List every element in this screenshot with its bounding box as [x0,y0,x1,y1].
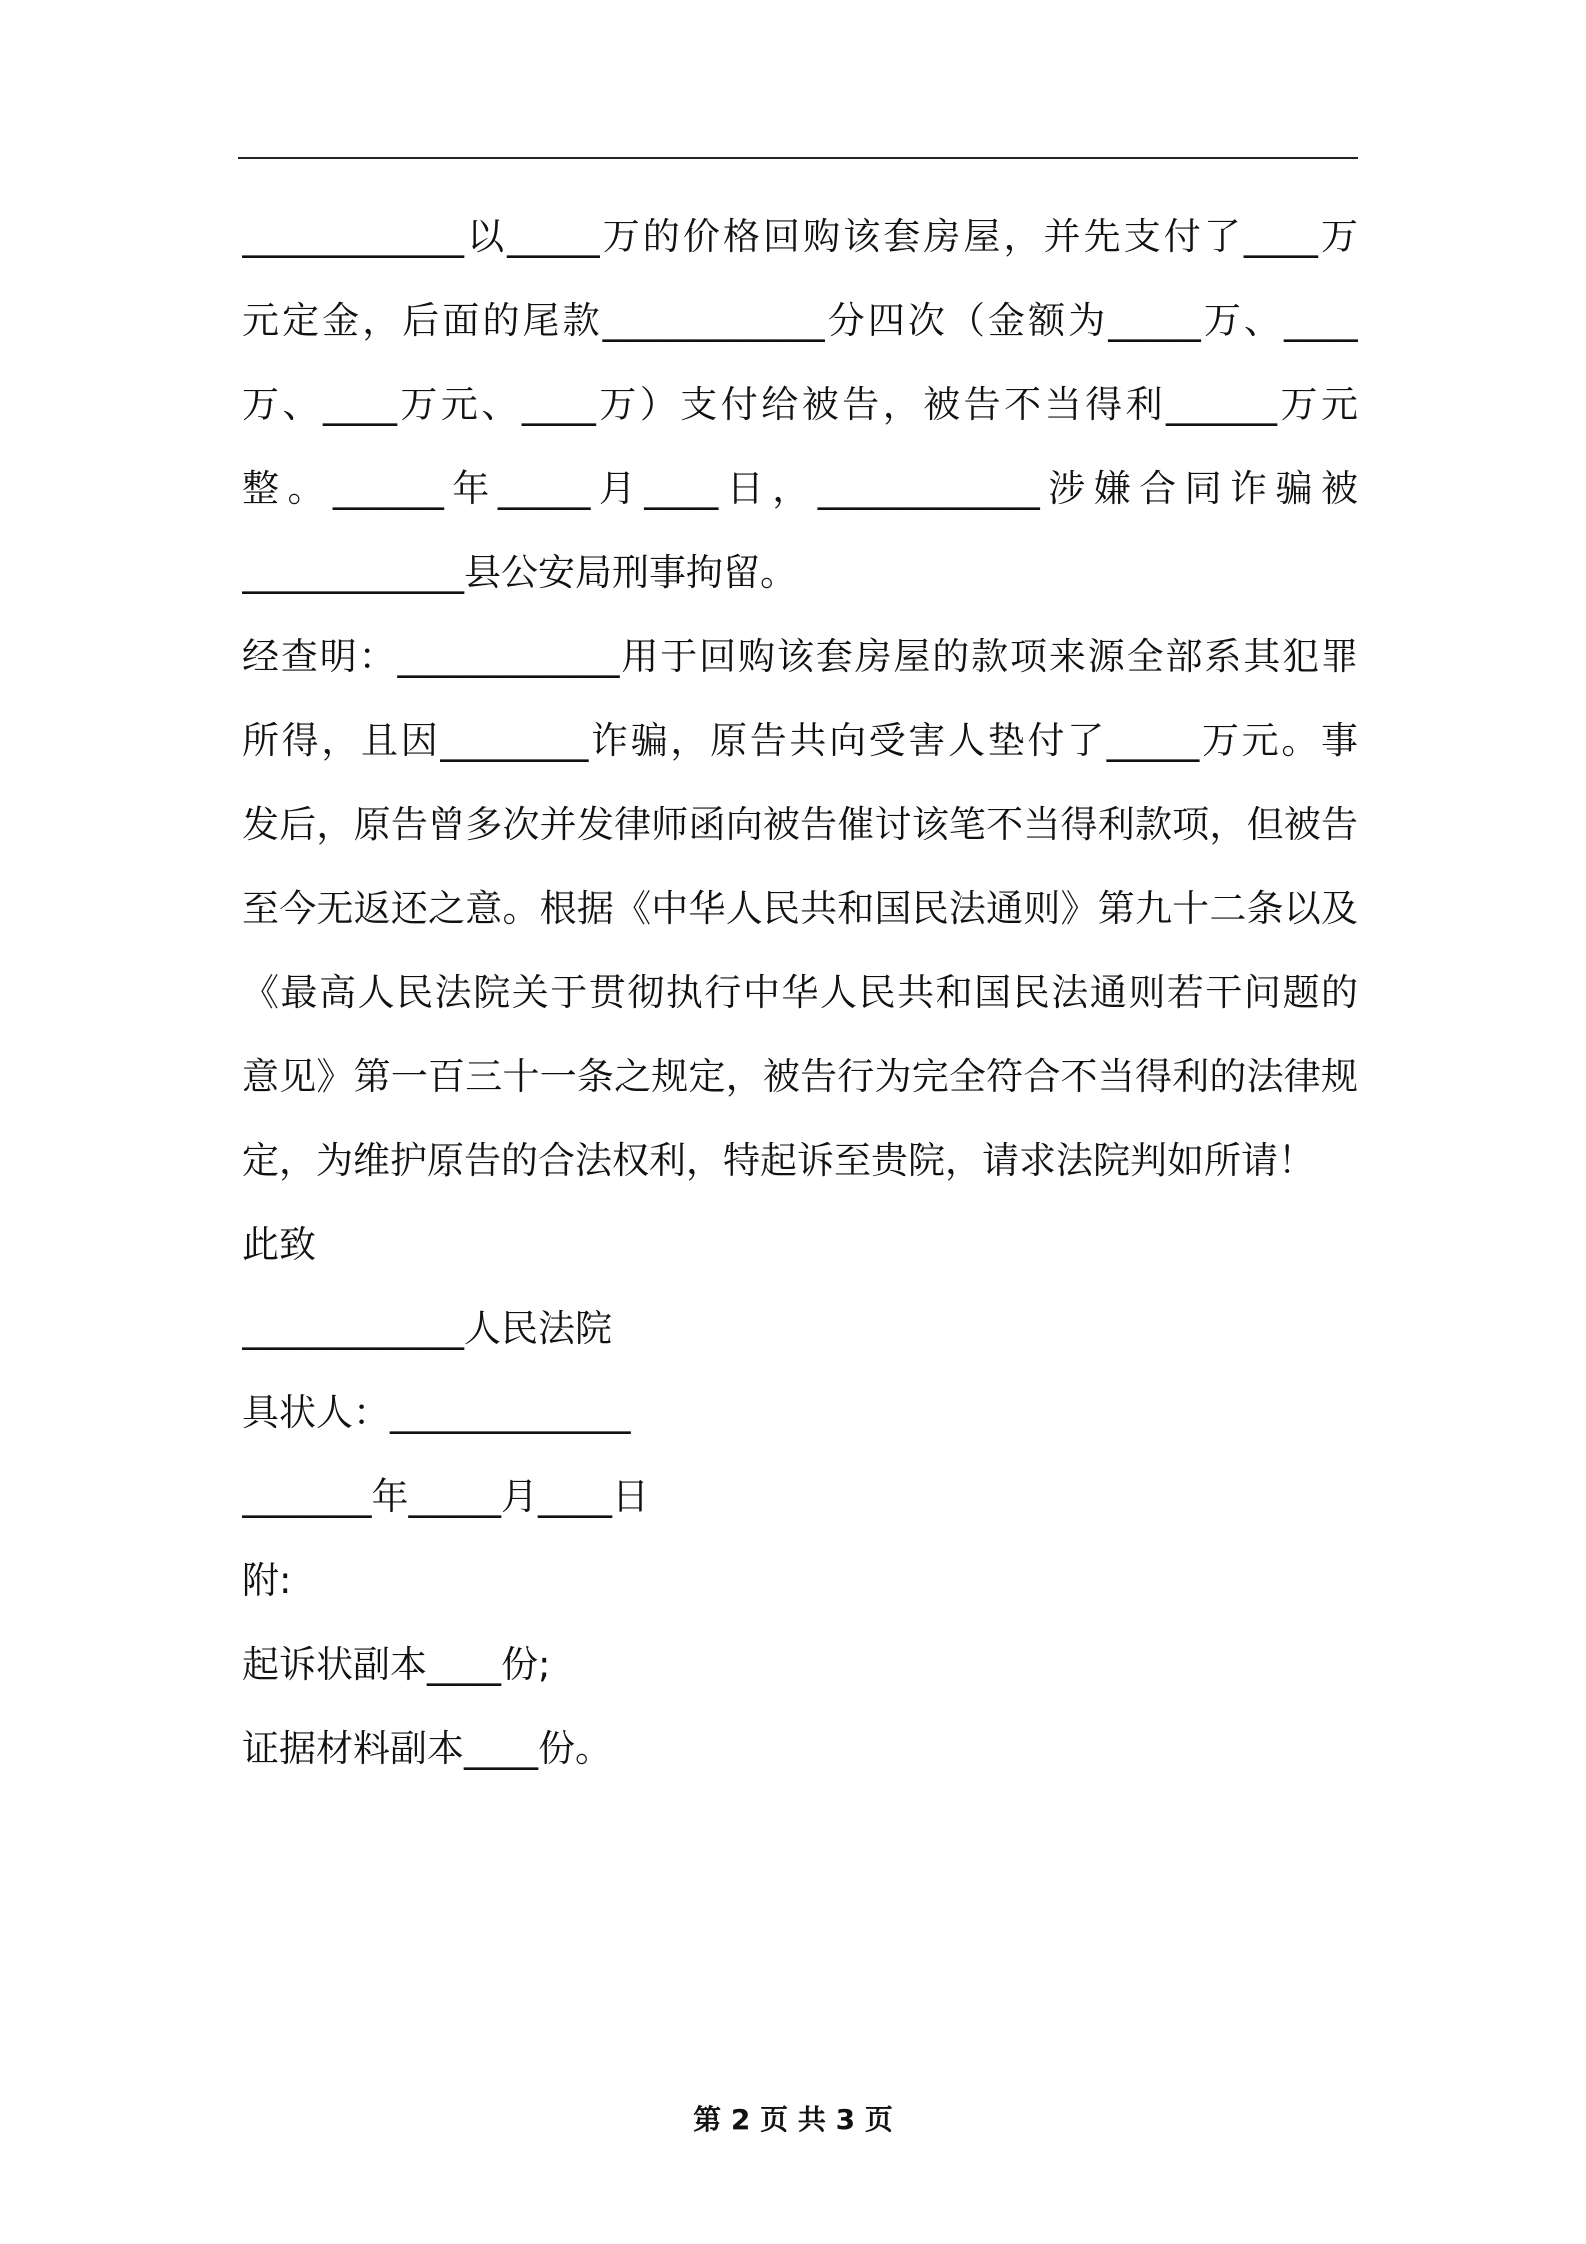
page-number: 第 2 页 共 3 页 [693,2103,893,2136]
attachment-item-complaint-copies: 起诉状副本____份; [242,1643,551,1686]
text-line-10: 《最高人民法院关于贯彻执行中华人民共和国民法通则若干问题的 [242,971,1358,1014]
text-line-2: 元定金，后面的尾款____________分四次（金额为_____万、____ [242,299,1358,342]
salutation: 此致 [242,1223,316,1266]
filing-date: _______年_____月____日 [242,1475,649,1518]
court-addressee: ____________人民法院 [242,1307,612,1350]
text-line-6: 经查明：____________用于回购该套房屋的款项来源全部系其犯罪 [242,635,1358,678]
attachment-item-evidence-copies: 证据材料副本____份。 [242,1727,612,1770]
text-line-11: 意见》第一百三十一条之规定，被告行为完全符合不当得利的法律规 [242,1055,1358,1098]
plaintiff-signature: 具状人：_____________ [242,1391,631,1434]
text-line-9: 至今无返还之意。根据《中华人民共和国民法通则》第九十二条以及 [242,887,1358,930]
text-line-12: 定，为维护原告的合法权利，特起诉至贵院，请求法院判如所请！ [242,1139,1315,1182]
header-rule [238,157,1358,159]
document-body [242,195,1358,1791]
text-line-3: 万、____万元、____万）支付给被告，被告不当得利______万元 [242,383,1358,426]
text-line-4: 整。______年_____月____日，____________涉嫌合同诈骗被 [242,467,1358,510]
text-line-8: 发后，原告曾多次并发律师函向被告催讨该笔不当得利款项，但被告 [242,803,1358,846]
attachments-heading: 附: [242,1559,292,1602]
text-line-1: ____________以_____万的价格回购该套房屋，并先支付了____万 [242,215,1358,258]
text-line-7: 所得，且因________诈骗，原告共向受害人垫付了_____万元。事 [242,719,1358,762]
text-line-5: ____________县公安局刑事拘留。 [242,551,797,594]
